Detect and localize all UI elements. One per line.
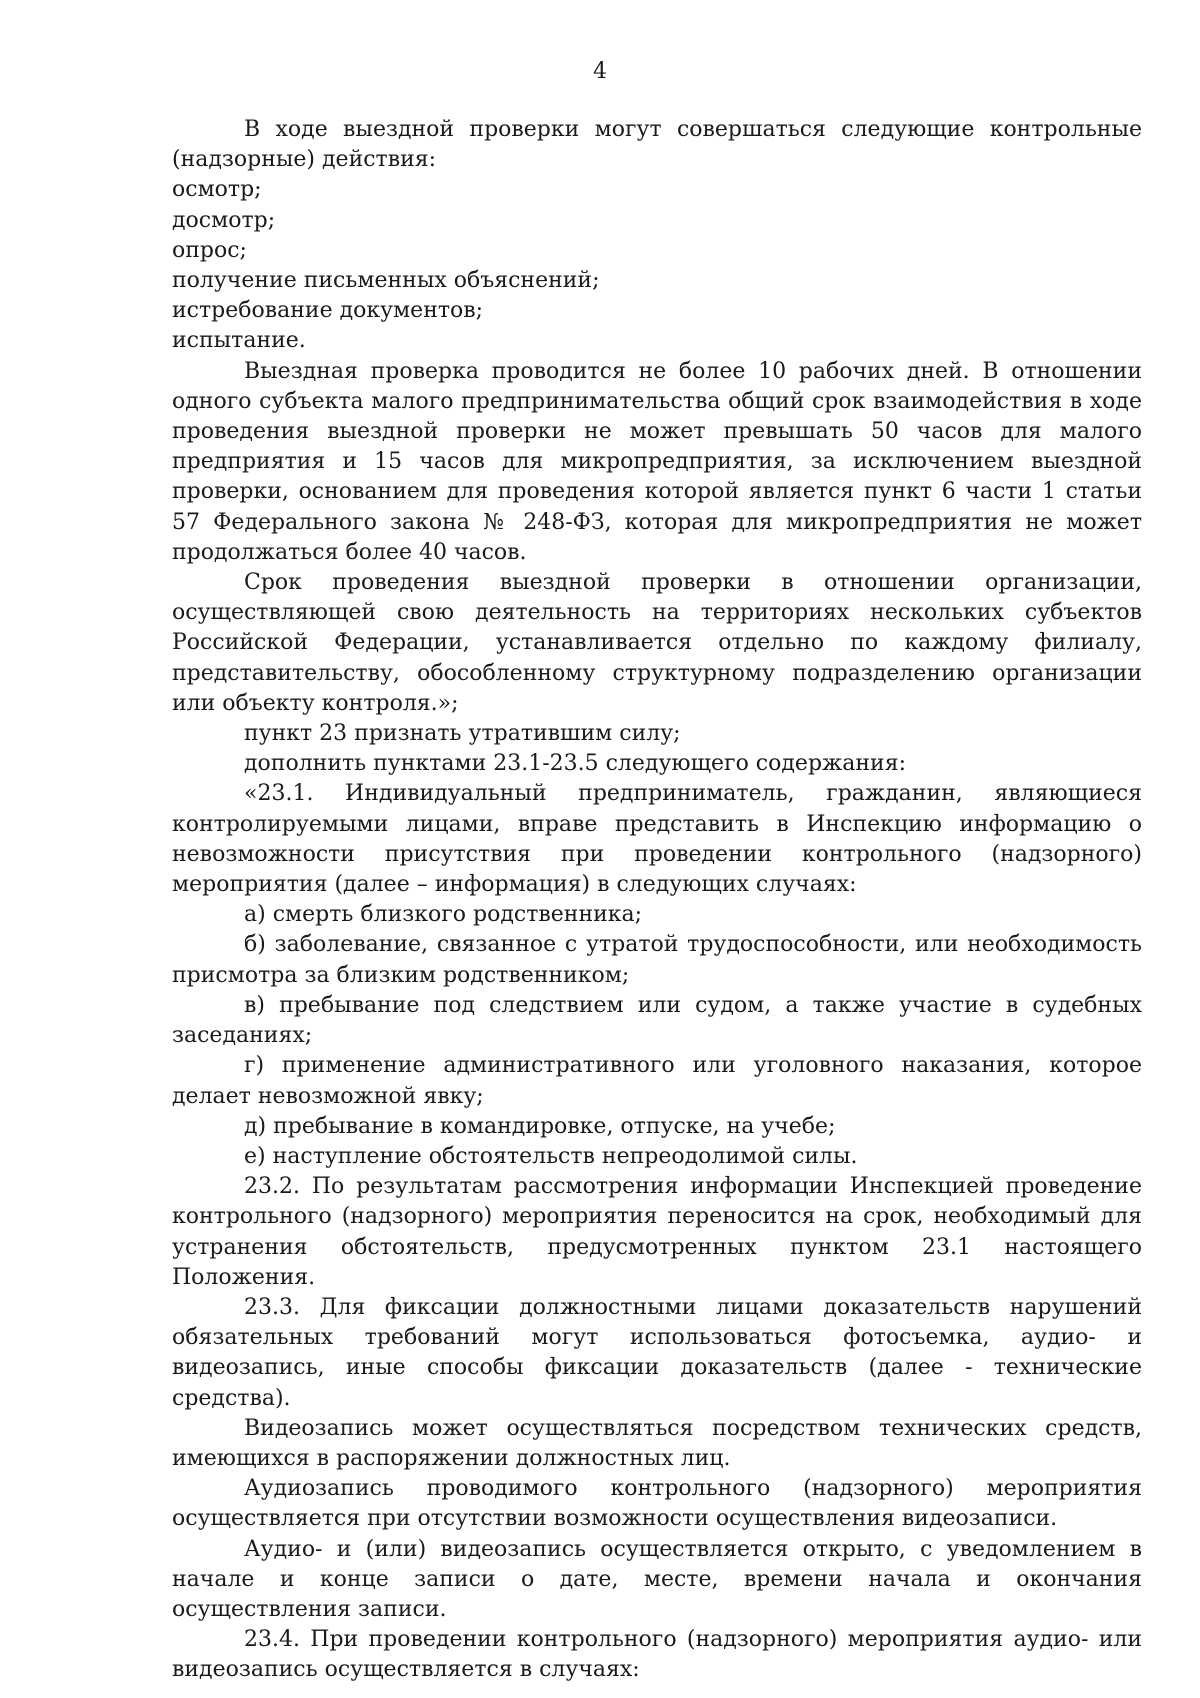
list-item: е) наступление обстоятельств непреодолимой силы. [244, 1143, 858, 1169]
paragraph: Аудио- и (или) видеозапись осуществляется открыто, с уведомлением в начале и конце записи о дате, месте, времени начала и окончания осуществления записи. [172, 1536, 1142, 1622]
list-item: г) применение административного или уголовного наказания, которое делает невозможной явку; [172, 1053, 1142, 1109]
paragraph: Видеозапись может осуществляться посредством технических средств, имеющихся в распоряжении должностных лиц. [172, 1415, 1142, 1471]
list-item: в) пребывание под следствием или судом, а также участие в судебных заседаниях; [172, 992, 1142, 1049]
list-item: испытание. [172, 328, 306, 354]
page-number: 4 [593, 59, 607, 84]
paragraph: 23.4. При проведении контрольного (надзорного) мероприятия аудио- или видеозапись осуществляется в случаях: [172, 1627, 1142, 1683]
paragraph: пункт 23 признать утратившим силу; [244, 721, 681, 747]
list-item: осмотр; [172, 177, 262, 203]
list-item: получение письменных объяснений; [172, 268, 600, 294]
paragraph: 23.2. По результатам рассмотрения информации Инспекцией проведение контрольного (надзорного) мероприятия переносится на срок, необходимый для устранения обстоятельств, предусмотренных пунктом 23.1 настоящего Положения. [172, 1174, 1142, 1290]
paragraph: Аудиозапись проводимого контрольного (надзорного) мероприятия осуществляется при отсутствии возможности осуществления видеозаписи. [172, 1476, 1142, 1532]
paragraph: Срок проведения выездной проверки в отношении организации, осуществляющей свою деятельность на территориях нескольких субъектов Российской Федерации, устанавливается отдельно по каждому филиалу, представительству, обособленному структурному подразделению организации или объекту контроля.»; [172, 570, 1142, 716]
list-item: опрос; [172, 237, 247, 263]
list-item: б) заболевание, связанное с утратой трудоспособности, или необходимость присмотра за близким родственником; [172, 932, 1142, 988]
list-item: д) пребывание в командировке, отпуске, на учебе; [244, 1113, 836, 1139]
paragraph: 23.3. Для фиксации должностными лицами доказательств нарушений обязательных требований могут использоваться фотосъемка, аудио- и видеозапись, иные способы фиксации доказательств (далее - технические средства). [172, 1294, 1142, 1411]
paragraph: Выездная проверка проводится не более 10 рабочих дней. В отношении одного субъекта малого предпринимательства общий срок взаимодействия в ходе проведения выездной проверки не может превышать 50 часов для малого предприятия и 15 часов для микропредприятия, за исключением выездной проверки, основанием для проведения которой является пункт 6 части 1 статьи 57 Федерального закона № 248-ФЗ, которая для микропредприятия не может продолжаться более 40 часов. [172, 358, 1142, 565]
list-item: а) смерть близкого родственника; [244, 902, 643, 928]
paragraph: «23.1. Индивидуальный предприниматель, гражданин, являющиеся контролируемыми лицами, вправе представить в Инспекцию информацию о невозможности присутствия при проведении контрольного (надзорного) мероприятия (далее – информация) в следующих случаях: [172, 781, 1142, 898]
paragraph: В ходе выездной проверки могут совершаться следующие контрольные (надзорные) действия: [172, 117, 1142, 173]
list-item: досмотр; [172, 207, 276, 233]
paragraph: дополнить пунктами 23.1-23.5 следующего содержания: [244, 751, 906, 777]
list-item: истребование документов; [172, 298, 484, 324]
document-body [172, 115, 1142, 1686]
